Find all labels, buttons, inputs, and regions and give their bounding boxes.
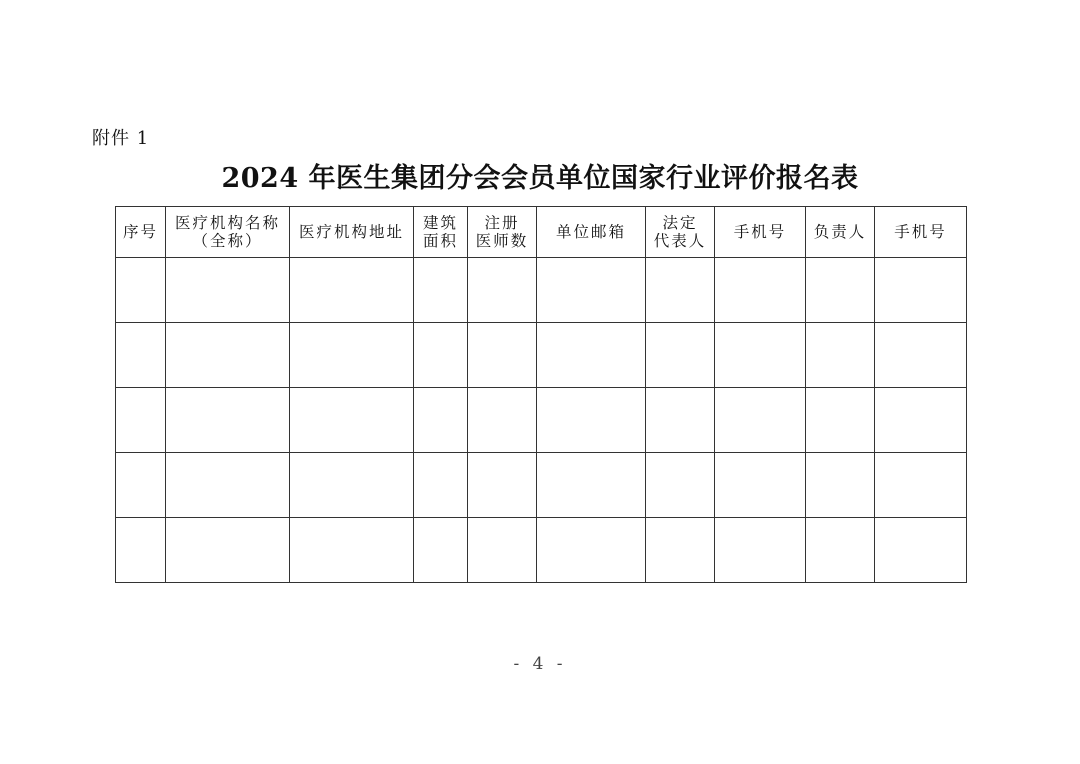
- header-building-area: 建筑 面积: [414, 207, 468, 258]
- cell-email[interactable]: [537, 323, 646, 388]
- cell-org-name[interactable]: [166, 323, 290, 388]
- cell-seq[interactable]: [116, 388, 166, 453]
- cell-registered-doctors[interactable]: [468, 323, 537, 388]
- cell-building-area[interactable]: [414, 453, 468, 518]
- cell-org-name[interactable]: [166, 518, 290, 583]
- header-legal-rep: 法定 代表人: [646, 207, 715, 258]
- table-header-row: [116, 207, 967, 258]
- cell-org-address[interactable]: [290, 388, 414, 453]
- header-registered-doctors: 注册 医师数: [468, 207, 537, 258]
- cell-seq[interactable]: [116, 258, 166, 323]
- attachment-label: 附件 1: [92, 128, 150, 149]
- cell-building-area[interactable]: [414, 258, 468, 323]
- cell-phone-1[interactable]: [715, 388, 806, 453]
- cell-org-name[interactable]: [166, 453, 290, 518]
- cell-seq[interactable]: [116, 323, 166, 388]
- header-phone-1: 手机号: [715, 207, 806, 258]
- cell-org-name[interactable]: [166, 258, 290, 323]
- cell-phone-2[interactable]: [875, 453, 967, 518]
- cell-registered-doctors[interactable]: [468, 518, 537, 583]
- cell-org-address[interactable]: [290, 258, 414, 323]
- header-person-in-charge: 负责人: [806, 207, 875, 258]
- cell-email[interactable]: [537, 518, 646, 583]
- cell-phone-1[interactable]: [715, 518, 806, 583]
- cell-phone-1[interactable]: [715, 453, 806, 518]
- registration-table: [115, 206, 967, 583]
- page-number: - 4 -: [513, 654, 567, 674]
- header-email: 单位邮箱: [537, 207, 646, 258]
- table-row: [116, 388, 967, 453]
- cell-phone-2[interactable]: [875, 258, 967, 323]
- cell-org-name[interactable]: [166, 388, 290, 453]
- document-title: 2024 年医生集团分会会员单位国家行业评价报名表: [221, 163, 859, 194]
- cell-legal-rep[interactable]: [646, 388, 715, 453]
- cell-building-area[interactable]: [414, 388, 468, 453]
- cell-org-address[interactable]: [290, 518, 414, 583]
- cell-org-address[interactable]: [290, 323, 414, 388]
- cell-email[interactable]: [537, 453, 646, 518]
- cell-person-in-charge[interactable]: [806, 453, 875, 518]
- cell-legal-rep[interactable]: [646, 323, 715, 388]
- header-seq: 序号: [116, 207, 166, 258]
- cell-person-in-charge[interactable]: [806, 258, 875, 323]
- cell-person-in-charge[interactable]: [806, 323, 875, 388]
- header-org-address: 医疗机构地址: [290, 207, 414, 258]
- header-phone-2: 手机号: [875, 207, 967, 258]
- table-row: [116, 323, 967, 388]
- cell-building-area[interactable]: [414, 323, 468, 388]
- cell-person-in-charge[interactable]: [806, 388, 875, 453]
- cell-phone-2[interactable]: [875, 518, 967, 583]
- cell-org-address[interactable]: [290, 453, 414, 518]
- cell-phone-1[interactable]: [715, 258, 806, 323]
- cell-email[interactable]: [537, 258, 646, 323]
- cell-email[interactable]: [537, 388, 646, 453]
- table-row: [116, 518, 967, 583]
- cell-phone-2[interactable]: [875, 323, 967, 388]
- cell-building-area[interactable]: [414, 518, 468, 583]
- cell-phone-1[interactable]: [715, 323, 806, 388]
- table-row: [116, 258, 967, 323]
- header-org-name: 医疗机构名称 （全称）: [166, 207, 290, 258]
- cell-registered-doctors[interactable]: [468, 453, 537, 518]
- table-row: [116, 453, 967, 518]
- cell-seq[interactable]: [116, 453, 166, 518]
- cell-legal-rep[interactable]: [646, 453, 715, 518]
- cell-legal-rep[interactable]: [646, 518, 715, 583]
- cell-seq[interactable]: [116, 518, 166, 583]
- cell-registered-doctors[interactable]: [468, 258, 537, 323]
- cell-registered-doctors[interactable]: [468, 388, 537, 453]
- cell-phone-2[interactable]: [875, 388, 967, 453]
- cell-person-in-charge[interactable]: [806, 518, 875, 583]
- cell-legal-rep[interactable]: [646, 258, 715, 323]
